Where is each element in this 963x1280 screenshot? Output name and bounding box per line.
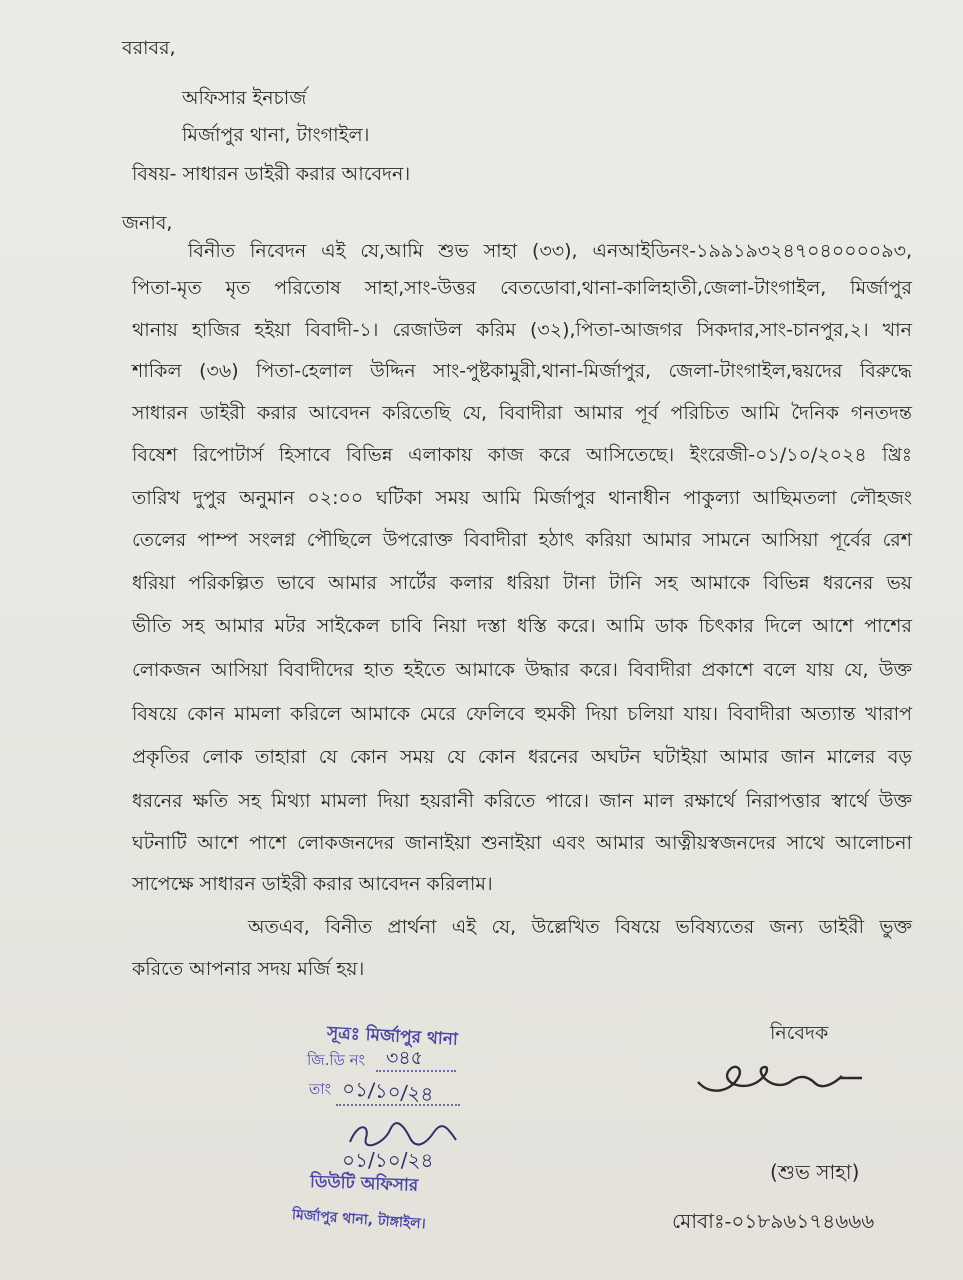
body-line-13: প্রকৃতির লোক তাহারা যে কোন সময় যে কোন ধরনের অঘটন ঘটাইয়া আমার জান মালের বড় (132, 746, 912, 768)
stamp-gd-number: ৩৪৫ (386, 1047, 424, 1069)
signature-name: (শুভ সাহা) (770, 1160, 860, 1184)
closing-line-1: অতএব, বিনীত প্রার্থনা এই যে, উল্লেখিত বিষয়ে ভবিষ্যতের জন্য ডাইরী ভুক্ত (248, 916, 912, 938)
body-line-11: লোকজন আসিয়া বিবাদীদের হাত হইতে আমাকে উদ্ধার করে। বিবাদীরা প্রকাশে বলে যায় যে, উক্ত (132, 659, 912, 681)
applicant-signature-icon (690, 1052, 870, 1106)
stamp-source: সূত্রঃ মির্জাপুর থানা (326, 1023, 459, 1050)
body-line-7: তারিখ দুপুর অনুমান ০২:০০ ঘটিকা সময় আমি মির্জাপুর থানাধীন পাকুল্যা আছিমতলা লৌহজং (132, 487, 912, 509)
body-line-3: থানায় হাজির হইয়া বিবাদী-১। রেজাউল করিম (৩২),পিতা-আজগর সিকদার,সাং-চানপুর,২। খান (132, 319, 912, 341)
stamp-date-dotline (336, 1104, 460, 1106)
body-line-4: শাকিল (৩৬) পিতা-হেলাল উদ্দিন সাং-পুষ্টকামুরী,থানা-মির্জাপুর, জেলা-টাংগাইল,দ্বয়দের বিরুদ্ধে (132, 360, 912, 382)
body-line-5: সাধারন ডাইরী করার আবেদন করিতেছি যে, বিবাদীরা আমার পূর্ব পরিচিত আমি দৈনিক গনতদন্ত (132, 402, 912, 424)
stamp-gd-label: জি.ডি নং (307, 1051, 365, 1069)
body-line-16: সাপেক্ষে সাধারন ডাইরী করার আবেদন করিলাম। (132, 873, 493, 895)
body-line-1: বিনীত নিবেদন এই যে,আমি শুভ সাহা (৩৩), এনআইডিনং-১৯৯১৯৩২৪৭০৪০০০০৯৩, (188, 240, 912, 262)
stamp-officer-title: ডিউটি অফিসার (309, 1172, 419, 1196)
greeting: জনাব, (122, 212, 173, 234)
body-line-6: বিষেশ রিপোটার্স হিসাবে বিভিন্ন এলাকায় কাজ করে আসিতেছে। ইংরেজী-০১/১০/২০২৪ খ্রিঃ (132, 444, 912, 466)
salutation-to: বরাবর, (122, 37, 176, 59)
body-line-14: ধরনের ক্ষতি সহ মিথ্যা মামলা দিয়া হয়রানী করিতে পারে। জান মাল রক্ষার্থে নিরাপত্তার স্বার্থে উক্ত (132, 790, 912, 812)
body-line-10: ভীতি সহ আমার মটর সাইকেল চাবি নিয়া দস্তা ধস্তি করে। আমি ডাক চিৎকার দিলে আশে পাশের (132, 615, 912, 637)
stamp-date-label: তাং (309, 1080, 332, 1098)
body-line-15: ঘটনাটি আশে পাশে লোকজনদের জানাইয়া শুনাইয়া এবং আমার আত্নীয়স্বজনদের সাথে আলোচনা (132, 832, 912, 854)
recipient-title: অফিসার ইনচার্জ (182, 87, 307, 109)
body-line-8: তেলের পাম্প সংলগ্ন পৌছিলে উপরোক্ত বিবাদীরা হঠাৎ করিয়া আমার সামনে আসিয়া পূর্বের রেশ (132, 529, 912, 551)
signature-label: নিবেদক (770, 1022, 829, 1044)
stamp-date-value: ০১/১০/২৪ (341, 1076, 435, 1107)
closing-line-2: করিতে আপনার সদয় মর্জি হয়। (132, 958, 365, 980)
body-line-2: পিতা-মৃত মৃত পরিতোষ সাহা,সাং-উত্তর বেতডোবা,থানা-কালিহাতী,জেলা-টাংগাইল, মির্জাপুর (132, 277, 912, 299)
signature-mobile: মোবাঃ-০১৮৯৬১৭৪৬৬৬ (672, 1209, 875, 1233)
subject-line: বিষয়- সাধারন ডাইরী করার আবেদন। (132, 163, 411, 185)
stamp-gd-dotline (376, 1070, 456, 1072)
stamp-officer-station: মির্জাপুর থানা, টাঙ্গাইল। (291, 1207, 427, 1233)
body-line-12: বিষয়ে কোন মামলা করিলে আমাকে মেরে ফেলিবে হুমকী দিয়া চলিয়া যায়। বিবাদীরা অত্যান্ত খারাপ (132, 703, 912, 725)
body-line-9: ধরিয়া পরিকল্পিত ভাবে আমার সার্টের কলার ধরিয়া টানা টানি সহ আমাকে বিভিন্ন ধরনের ভয় (132, 572, 912, 594)
recipient-address: মির্জাপুর থানা, টাংগাইল। (182, 124, 370, 146)
stamp-signed-date: ০১/১০/২৪ (342, 1148, 434, 1172)
